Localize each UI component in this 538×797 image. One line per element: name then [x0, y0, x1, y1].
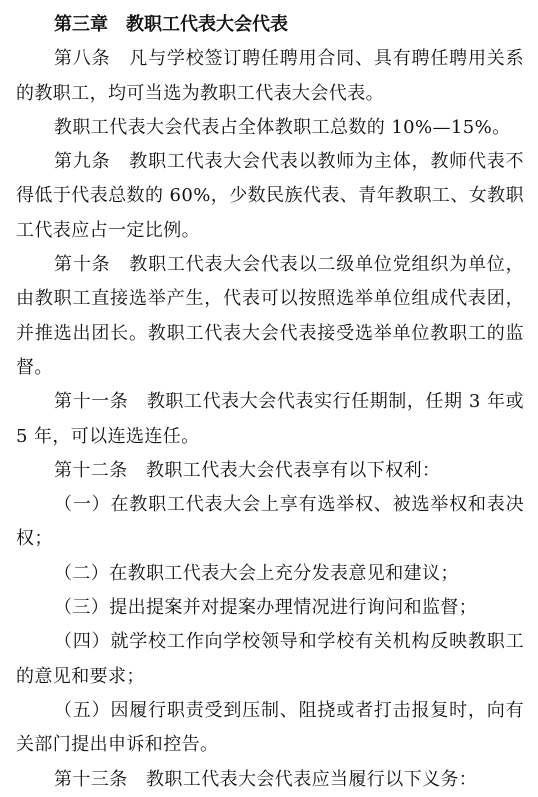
- right-item-4: （四）就学校工作向学校领导和学校有关机构反映教职工的意见和要求；: [16, 631, 524, 687]
- article-9-paragraph: 第九条 教职工代表大会代表以教师为主体，教师代表不得低于代表总数的 60%，少数民族代表、青年教职工、女教职工代表应占一定比例。: [16, 151, 524, 241]
- article-10-paragraph: 第十条 教职工代表大会代表以二级单位党组织为单位，由教职工直接选举产生，代表可以按照选举单位组成代表团，并推选出团长。教职工代表大会代表接受选举单位教职工的监督。: [16, 254, 524, 378]
- article-12-paragraph: 第十二条 教职工代表大会代表享有以下权利：: [54, 459, 441, 481]
- article-11-paragraph: 第十一条 教职工代表大会代表实行任期制，任期 3 年或 5 年，可以连选连任。: [16, 391, 524, 447]
- right-item-3: （三）提出提案并对提案办理情况进行询问和监督；: [54, 597, 478, 619]
- article-13-paragraph: 第十三条 教职工代表大会代表应当履行以下义务：: [54, 768, 478, 790]
- representation-ratio-paragraph: 教职工代表大会代表占全体教职工总数的 10%—15%。: [54, 116, 511, 138]
- article-8-paragraph: 第八条 凡与学校签订聘任聘用合同、具有聘任聘用关系的教职工，均可当选为教职工代表大会代表。: [16, 48, 524, 104]
- right-item-1: （一）在教职工代表大会上享有选举权、被选举权和表决权；: [16, 494, 524, 550]
- right-item-5: （五）因履行职责受到压制、阻挠或者打击报复时，向有关部门提出申诉和控告。: [16, 699, 524, 756]
- chapter-heading: 第三章 教职工代表大会代表: [54, 14, 288, 35]
- right-item-2: （二）在教职工代表大会上充分发表意见和建议；: [54, 562, 459, 584]
